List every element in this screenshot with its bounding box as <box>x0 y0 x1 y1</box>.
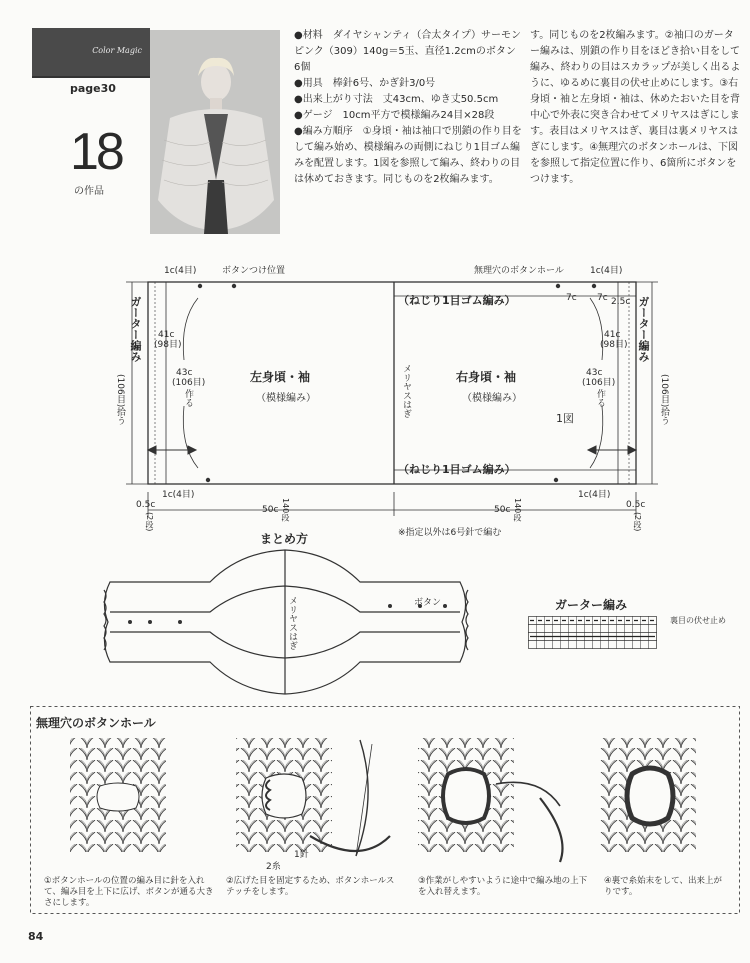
dim-right-43c: 43c <box>586 368 603 378</box>
steps-text-left: ●編み方順序 ①身頃・袖は袖口で別鎖の作り目をして編み始め、模様編みの両側にねじり1目ゴム編みを配置します。1図を参照して編み、終わりの目は休めておきます。同じものを2枚編みます。 <box>294 126 522 185</box>
garter-left-label: ガーター編み <box>129 296 142 362</box>
dim-top-left: 1c(4目) <box>164 266 197 276</box>
step-4-caption: ④裏で糸始末をして、出来上がりです。 <box>604 876 722 897</box>
assembly-seam-label: メリヤスはぎ <box>287 596 297 650</box>
right-panel-title: 右身頃・袖 <box>456 370 517 384</box>
dim-right-0-5c: 0.5c <box>626 500 646 510</box>
steps-text-right: す。同じものを2枚編みます。②袖口のガーター編みは、別鎖の作り目をほどき拾い目をして編み、終わりの目はスカラップが美しく出るように、ゆるめに裏目の伏せ止めにします。③右身頃・袖と左身頃・袖は、休めたおいた目を背中心で外表に突き合わせてメリヤスはぎにします。表目はメリヤスはぎ、裏目は裏メリヤスはぎにします。④無理穴のボタンホールは、下図を参照して指定位置に作り、6箇所にボタンをつけます。 <box>530 30 741 185</box>
work-number: 18 <box>70 123 122 181</box>
brand-name: Color Magic <box>92 46 142 55</box>
rib-top-label: （ねじり1目ゴム編み） <box>398 294 516 307</box>
dim-right-2dan: (2段) <box>633 512 642 532</box>
model-photo <box>150 30 280 234</box>
divider <box>32 76 150 78</box>
button-position-label: ボタンつけ位置 <box>222 266 286 276</box>
garter-right-label: ガーター編み <box>637 296 650 362</box>
rib-bottom-label: （ねじり1目ゴム編み） <box>398 463 516 476</box>
gauge-text: ●ゲージ 10cm平方で模様編み24目×28段 <box>294 110 495 121</box>
dim-left-43c: 43c <box>176 368 193 378</box>
material-text: ●材料 ダイヤシャンティ（合太タイプ）サーモンピンク（309）140g＝5玉、直径1.2cmのボタン6個 <box>294 30 522 73</box>
left-panel-title: 左身頃・袖 <box>250 370 311 384</box>
dim-left-0-5c: 0.5c <box>136 500 156 510</box>
dim-2-5c: 2.5c <box>611 297 631 307</box>
work-label: の作品 <box>74 186 104 197</box>
dim-right-pick: (106目)拾う <box>659 374 669 426</box>
step-1-caption: ①ボタンホールの位置の編み目に針を入れて、編み目を上下に広げ、ボタンが通る大きさにします。 <box>44 876 214 908</box>
width-left-rows: 140段 <box>281 498 290 522</box>
thread-label: 2糸 <box>266 862 281 872</box>
dim-left-106: (106目) <box>172 378 206 388</box>
size-text: ●出来上がり寸法 丈43cm、ゆき丈50.5cm <box>294 94 499 105</box>
dim-right-98: (98目) <box>600 340 628 350</box>
dim-right-106: (106目) <box>582 378 616 388</box>
buttonhole-title: 無理穴のボタンホール <box>36 716 156 730</box>
dim-left-41c: 41c <box>158 330 175 340</box>
step-2-caption: ②広げた目を固定するため、ボタンホールステッチをします。 <box>226 876 395 897</box>
right-panel-sub: （模様編み） <box>462 393 522 404</box>
dim-7c-b: 7c <box>597 293 608 303</box>
left-panel-sub: （模様編み） <box>256 393 316 404</box>
page-reference: page30 <box>70 82 116 95</box>
dim-left-pick: (106目)拾う <box>115 374 125 426</box>
garter-chart-note: 裏目の伏せ止め <box>670 616 726 625</box>
width-right-rows: 140段 <box>513 498 522 522</box>
step-3-caption: ③作業がしやすいように途中で編み地の上下を入れ替えます。 <box>418 876 588 897</box>
buttonhole-label: 無理穴のボタンホール <box>474 266 564 276</box>
assembly-title: まとめ方 <box>260 532 309 546</box>
materials-spec <box>294 28 522 188</box>
figure-1-label: 1図 <box>556 412 574 425</box>
tools-text: ●用具 棒針6号、かぎ針3/0号 <box>294 78 436 89</box>
width-left-cm: 50c <box>262 505 279 515</box>
needle-note: ※指定以外は6号針で編む <box>398 528 502 538</box>
dim-left-98: (98目) <box>154 340 182 350</box>
garter-chart-title: ガーター編み <box>555 598 628 612</box>
dim-7c-a: 7c <box>566 293 577 303</box>
dim-bottom-right: 1c(4目) <box>578 490 611 500</box>
assembly-button-label: ボタン <box>414 598 442 608</box>
width-right-cm: 50c <box>494 505 511 515</box>
buttonhole-steps-illustration <box>60 736 720 866</box>
page-number: 84 <box>28 930 44 943</box>
dim-bottom-left: 1c(4目) <box>162 490 195 500</box>
needle-label: 1針 <box>294 850 309 860</box>
brand-banner <box>32 28 150 76</box>
dim-left-make: 作る <box>183 389 193 407</box>
center-seam-label: メリヤスはぎ <box>401 364 411 418</box>
panel-outline <box>148 282 636 484</box>
dim-right-41c: 41c <box>604 330 621 340</box>
garter-chart-grid <box>528 616 668 650</box>
dim-right-make: 作る <box>595 389 605 407</box>
dim-left-2dan: (2段) <box>145 512 154 532</box>
dim-top-right: 1c(4目) <box>590 266 623 276</box>
